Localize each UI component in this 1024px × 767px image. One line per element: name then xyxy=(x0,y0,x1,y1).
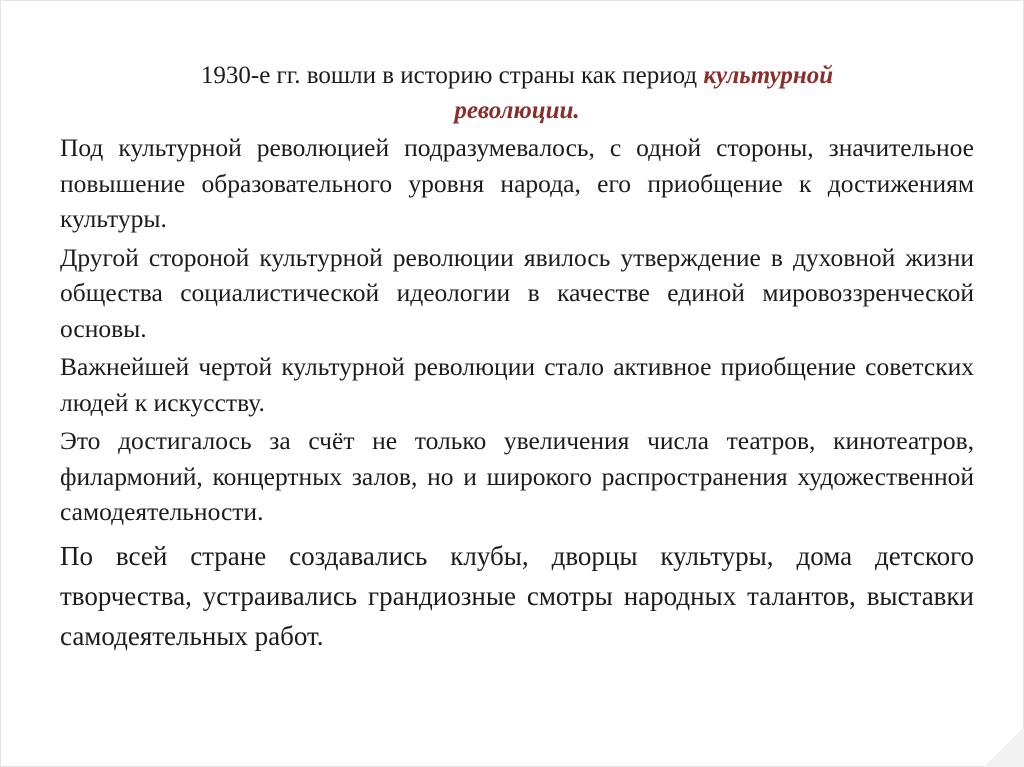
heading-accent-1: культурной xyxy=(703,62,834,89)
paragraph-clubs: По всей стране создавались клубы, дворцы культуры, дома детского творчества, устраивались грандиозные смотры народных талантов, выставки самодеятельных работ. xyxy=(60,540,974,651)
paragraph-education: Под культурной революцией подразумевалось, с одной стороны, значительное повышение образовательного уровня народа, его приобщение к достижениям культуры. xyxy=(60,133,974,233)
paragraph-theatres: Это достигалось за счёт не только увеличения числа театров, кинотеатров, филармоний, концертных залов, но и широкого распространения художественной самодеятельности. xyxy=(60,426,974,526)
heading-prefix: 1930-е гг. вошли в историю страны как период xyxy=(200,62,704,89)
heading-suffix: . xyxy=(573,97,580,124)
paragraph-ideology: Другой стороной культурной революции явилось утверждение в духовной жизни общества социалистической идеологии в качестве единой мировоззренческой основы. xyxy=(60,242,974,343)
slide-content xyxy=(60,58,974,659)
paragraph-art: Важнейшей чертой культурной революции стало активное приобщение советских людей к искусству. xyxy=(60,352,974,417)
slide-heading xyxy=(60,58,974,128)
slide-corner-decoration xyxy=(984,727,1024,767)
heading-accent-2: революции xyxy=(454,97,574,124)
